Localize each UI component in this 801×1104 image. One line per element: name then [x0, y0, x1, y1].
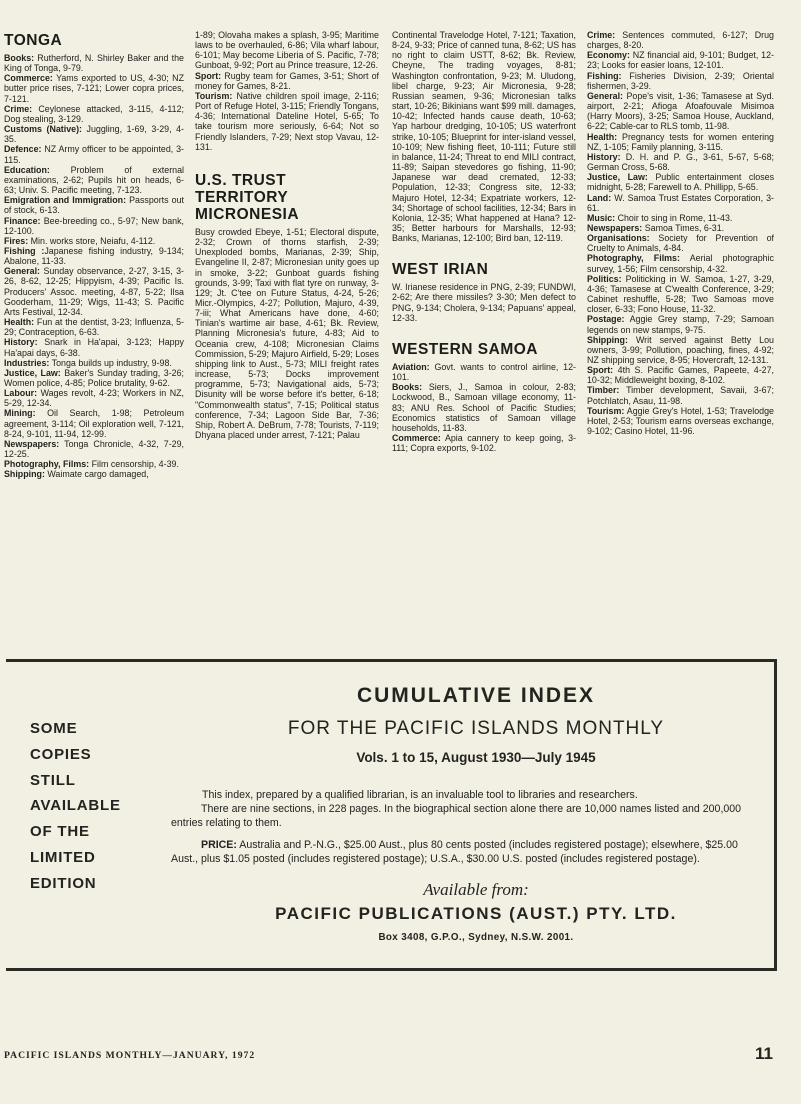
index-entry [4, 195, 184, 215]
page-number: 11 [755, 1044, 773, 1063]
ad-publisher: PACIFIC PUBLICATIONS (AUST.) PTY. LTD. [275, 904, 677, 923]
section-spacer [195, 152, 379, 172]
index-entry [392, 433, 576, 453]
index-entry [4, 358, 184, 368]
entry-label: Education: [4, 164, 50, 175]
index-entry [587, 385, 774, 405]
ad-subtitle: FOR THE PACIFIC ISLANDS MONTHLY [287, 718, 665, 739]
index-entry [4, 124, 184, 144]
entry-text: Govt. wants to control airline, 12-101. [392, 361, 576, 383]
index-entry [587, 193, 774, 213]
entry-label: Mining: [4, 408, 36, 419]
column-1 [4, 30, 184, 480]
index-entry [587, 406, 774, 436]
index-entry [4, 73, 184, 103]
entry-text: Rutherford, N. Shirley Baker and the King of Tonga, 9-79. [4, 53, 184, 74]
entry-label: Tourism: [587, 405, 625, 416]
entry-label: Photography, Films: [4, 459, 90, 470]
entry-text: Busy crowded Ebeye, 1-51; Electoral dispute, 2-32; Crown of thorns starfish, 2-39; Unexploded bombs, Marianas, 2-39; Ship, Evangeline II, 2-87; Micronesian unity goes up in smoke, 3-22; Gunboat guards fishing grounds, 3-99; Taxi with flat tyre on runway, 3-129; Jt. C'tee on Future Status, 4-24, 5-26; Micr.-Olympics, 4-27; Pollution, Majuro, 4-39, 7-iii; What Americans have done, 4-60; Tinian's wartime air base, 4-61; Bk. Review, Planning Micronesia's future, 4-83; Aid to Oceania crew, 4-108; Micronesian Claims Commission, 5-29; Majuro Airfield, 5-29; Loses shipping link to Aust., 5-73; MILI freight rates increase, 5-73; Docks improvement programme, 5-73; Navigational aids, 5-73; Disunity will be worse before it's better, 6-18; "Commonwealth status", 7-15; Political status conference, 7-34; Lagoon Side Bar, 7-36; Ship, Robert A. DeBrum, 7-78; Tourists, 7-119; Dhyana placed under arrest, 7-121; Palau [195, 226, 379, 440]
entry-label: Books: [392, 382, 423, 393]
index-entry [4, 104, 184, 124]
index-entry [587, 172, 774, 192]
entry-text: Fisheries Division, 2-39; Oriental fishermen, 3-29. [587, 70, 774, 91]
entry-label: Finance: [4, 215, 41, 226]
entry-label: Shipping: [4, 469, 45, 480]
entry-label: Fishing: [587, 70, 622, 81]
index-entry [4, 408, 184, 438]
entry-label: Newspapers: [4, 438, 60, 449]
ad-side-line: LIMITED [30, 848, 96, 866]
entry-label: History: [587, 151, 621, 162]
entry-label: Commerce: [392, 433, 441, 443]
entry-label: Crime: [587, 30, 616, 40]
ad-side-line: AVAILABLE [30, 797, 121, 815]
index-entry [4, 337, 184, 357]
entry-label: Timber: [587, 385, 620, 396]
index-entry [587, 30, 774, 50]
entry-text: Yams exported to US, 4-30; NZ butter price rises, 7-121; Lower copra prices, 7-121. [4, 73, 184, 104]
index-entry [195, 30, 379, 71]
ad-available-from: Available from: [423, 880, 529, 899]
column-3 [392, 30, 576, 453]
entry-label: Politics: [587, 273, 622, 284]
entry-label: General: [4, 266, 41, 277]
cumulative-index-advertisement [6, 659, 777, 971]
entry-label: Books: [4, 53, 35, 63]
entry-text: 1-89; Olovaha makes a splash, 3-95; Maritime laws to be overhauled, 6-86; Vila wharf labour, 6-101; May become Liberia of S. Pacific, 7-78; Gunboat, 9-92; Port au Prince treasure, 12-26. [195, 30, 379, 71]
entry-text: Native children spoil image, 2-116; Port of Refuge Hotel, 3-115; Friendly Tongans, 4-36; International Dateline Hotel, 5-65; To take tourism more seriously, 6-64; Not so Friendly Islanders, 7-29; Next stop Vavau, 12-131. [195, 90, 379, 152]
index-entry [4, 368, 184, 388]
entry-text: Bee-breeding co., 5-97; New bank, 12-100. [4, 215, 184, 236]
entry-label: Industries: [4, 357, 50, 368]
ad-side-line: COPIES [30, 745, 92, 763]
entry-text: Timber development, Savaii, 3-67; Potchlatch, Asau, 11-98. [587, 385, 774, 406]
index-entry [392, 282, 576, 323]
index-entry [587, 213, 774, 223]
ad-side-notice [30, 716, 160, 897]
entry-label: Shipping: [587, 334, 628, 345]
index-columns [0, 30, 801, 590]
index-entry [392, 362, 576, 382]
entry-label: Postage: [587, 314, 625, 325]
ad-side-line: SOME [30, 720, 78, 737]
entry-text: NZ Army officer to be appointed, 3-115. [4, 144, 184, 165]
entry-label: Sport: [195, 70, 222, 81]
ad-sections-text [171, 802, 765, 830]
section-heading: WESTERN SAMOA [392, 340, 538, 358]
entry-label: Sport: [587, 365, 614, 376]
index-entry [587, 314, 774, 334]
section-spacer [392, 243, 576, 261]
ad-price-text [171, 838, 765, 866]
entry-text: Film censorship, 4-39. [89, 459, 179, 470]
entry-text: Tonga Chronicle, 4-32, 7-29, 12-25. [4, 438, 184, 460]
ad-side-line: EDITION [30, 874, 97, 892]
entry-text: Problem of external examinations, 2-62; Pupils hit on heads, 6-63; Univ. S. Pacific meeting, 7-123. [4, 164, 184, 196]
index-entry [4, 165, 184, 195]
ad-price-label: PRICE: [201, 839, 237, 851]
index-entry [4, 216, 184, 236]
index-entry [4, 459, 184, 469]
entry-text: Aerial photographic survey, 1-56; Film censorship, 4-32. [587, 253, 774, 274]
entry-label: Organisations: [587, 233, 650, 244]
index-entry [587, 71, 774, 91]
entry-text: Rugby team for Games, 3-51; Short of money for Games, 8-21. [195, 70, 379, 91]
entry-text: Ceylonese attacked, 3-115, 4-112; Dog stealing, 3-129. [4, 103, 184, 124]
index-entry [4, 439, 184, 459]
entry-text: Min. works store, Neiafu, 4-112. [28, 235, 156, 246]
entry-text: Juggling, 1-69, 3-29, 4-35. [4, 124, 184, 145]
index-entry [587, 91, 774, 132]
index-entry [587, 335, 774, 365]
index-entry [4, 236, 184, 246]
entry-text: W. Irianese residence in PNG, 2-39; FUNDWI, 2-62; Are there missiles? 3-30; Men defect to PNG, 9-134; Cholera, 9-134; Papuans' appeal, 12-33. [392, 282, 576, 323]
index-entry [4, 266, 184, 317]
ad-title: CUMULATIVE INDEX [356, 684, 596, 707]
entry-text: Oil Search, 1-98; Petroleum agreement, 3-114; Oil exploration well, 7-121, 8-24, 9-101, 11-94, 12-99. [4, 408, 184, 439]
entry-text: 4th S. Pacific Games, Papeete, 4-27, 10-32; Middleweight boxing, 8-102. [587, 365, 774, 386]
index-entry [587, 132, 774, 152]
entry-text: Aggie Grey stamp, 7-29; Samoan legends on new stamps, 9-75. [587, 314, 774, 335]
index-entry [587, 274, 774, 315]
ad-address: Box 3408, G.P.O., Sydney, N.S.W. 2001. [378, 932, 574, 943]
entry-text: NZ financial aid, 9-101; Budget, 12-23; Looks for easier loans, 12-101. [587, 50, 774, 71]
entry-text: Passports out of stock, 6-13. [4, 195, 185, 216]
entry-text: D. H. and P. G., 3-61, 5-67, 5-68; German Cross, 5-68. [587, 151, 774, 173]
entry-text: Fun at the dentist, 3-23; Influenza, 5-29; Contraception, 6-63. [4, 317, 184, 338]
ad-price-body: Australia and P.-N.G., $25.00 Aust., plus 80 cents posted (includes registered postage); elsewhere, $25.00 Aust., plus $1.05 posted (includes registered postage); U.S.A., $30.00 U.S. posted (includes registered postage). [171, 839, 738, 865]
ad-side-line: OF THE [30, 823, 90, 841]
index-entry [392, 30, 576, 243]
entry-text: Wages revolt, 4-23; Workers in NZ, 5-29, 12-34. [4, 388, 184, 409]
entry-text: Baker's Sunday trading, 3-26; Women police, 4-85; Police brutality, 9-62. [4, 367, 184, 388]
section-heading: TONGA [4, 32, 63, 49]
entry-text: Sunday observance, 2-27, 3-15, 3-26, 8-62, 12-25; Hippyism, 4-39; Pacific Is. Producers' Assoc. meeting, 4-87, 5-22; Ilsa Gooderham, 11-29; Wigs, 11-43; S. Pacific Arts Festival, 12-34. [4, 266, 184, 317]
entry-label: Customs (Native): [4, 124, 82, 135]
ad-description: This index, prepared by a qualified librarian, is an invaluable tool to libraries and researchers. [202, 789, 638, 801]
column-4 [587, 30, 774, 436]
entry-label: Commerce: [4, 73, 53, 84]
entry-label: Fishing : [4, 245, 45, 256]
entry-text: Siers, J., Samoa in colour, 2-83; Lockwood, B., Samoan village economy, 11-83; ANU Res. School of Pacific Studies; Economics statistics of Samoan village households, 11-83. [392, 382, 576, 433]
index-entry [4, 388, 184, 408]
entry-label: Economy: [587, 50, 630, 61]
index-entry [4, 144, 184, 164]
index-entry [587, 365, 774, 385]
index-entry [587, 233, 774, 253]
index-entry [587, 50, 774, 70]
entry-label: Music: [587, 212, 616, 223]
entry-label: Health: [587, 131, 618, 142]
entry-text: Apia cannery to keep going, 3-111; Copra exports, 9-102. [392, 433, 576, 454]
index-entry [587, 152, 774, 172]
entry-label: Newspapers: [587, 222, 643, 233]
index-entry [4, 317, 184, 337]
entry-label: Land: [587, 192, 612, 203]
index-entry [587, 223, 774, 233]
index-entry [195, 71, 379, 91]
entry-label: Labour: [4, 388, 38, 399]
entry-text: Writ served against Betty Lou owners, 3-99; Pollution, poaching, fines, 4-92; NZ shipping service, 8-95; Hovercraft, 12-131. [587, 334, 774, 365]
entry-label: Health: [4, 317, 35, 328]
entry-label: History: [4, 337, 38, 348]
ad-volumes: Vols. 1 to 15, August 1930—July 1945 [356, 750, 596, 765]
entry-text: Society for Prevention of Cruelty to Animals, 4-84. [587, 233, 774, 254]
entry-label: Fires: [4, 235, 29, 246]
running-footer: PACIFIC ISLANDS MONTHLY—JANUARY, 1972 [4, 1050, 256, 1061]
entry-text: Samoa Times, 6-31. [642, 222, 725, 233]
ad-side-line: STILL [30, 771, 76, 789]
entry-label: Aviation: [392, 361, 430, 372]
entry-label: General: [587, 90, 624, 101]
entry-label: Defence: [4, 144, 42, 155]
index-entry [4, 53, 184, 73]
section-spacer [392, 323, 576, 341]
section-heading: U.S. TRUST TERRITORY MICRONESIA [195, 171, 300, 223]
section-heading: WEST IRIAN [392, 261, 489, 279]
entry-text: Aggie Grey's Hotel, 1-53; Travelodge Hotel, 2-53; Tourism earns overseas exchange, 9-102; Casino Hotel, 11-96. [587, 405, 774, 437]
entry-label: Emigration and Immigration: [4, 195, 127, 206]
entry-text: Japanese fishing industry, 9-134; Abalone, 11-33. [4, 245, 184, 267]
entry-text: Sentences commuted, 6-127; Drug charges, 8-20. [587, 30, 774, 51]
index-entry [4, 469, 184, 479]
entry-text: Waimate cargo damaged, [44, 469, 149, 480]
index-entry [195, 227, 379, 440]
entry-text: Public entertainment closes midnight, 5-28; Farewell to A. Phillipp, 5-65. [587, 172, 775, 193]
entry-text: Pregnancy tests for women entering NZ, 1-105; Family planning, 3-115. [587, 131, 774, 152]
entry-text: Tonga builds up industry, 9-98. [49, 357, 172, 368]
entry-text: Pope's visit, 1-36; Tamasese at Syd. airport, 2-21; Afioga Afoafouvale Misimoa (Harry Moors), 3-25; Samoa House, Auckland, 6-22; Cable-car to RLS tomb, 11-98. [587, 90, 774, 132]
index-entry [392, 382, 576, 433]
entry-text: Choir to sing in Rome, 11-43. [615, 212, 733, 223]
entry-label: Photography, Films: [587, 253, 680, 264]
index-entry [587, 253, 774, 273]
entry-text: Snark in Ha'apai, 3-123; Happy Ha'apai days, 6-38. [4, 337, 184, 358]
index-entry [195, 91, 379, 152]
entry-text: W. Samoa Trust Estates Corporation, 3-61. [587, 192, 774, 213]
ad-sections-body: There are nine sections, in 228 pages. In the biographical section alone there are 10,000 names listed and 200,000 entries relating to them. [171, 803, 742, 829]
entry-label: Crime: [4, 103, 33, 114]
entry-text: Politicking in W. Samoa, 1-27, 3-29, 4-36; Tamasese at C'wealth Conference, 3-29; Cabinet reshuffle, 5-28; Two Samoas move closer, 6-33; Fono House, 11-32. [587, 273, 774, 315]
index-entry [4, 246, 184, 266]
entry-label: Justice, Law: [4, 367, 61, 378]
entry-label: Justice, Law: [587, 172, 648, 183]
entry-label: Tourism: [195, 90, 233, 101]
column-2 [195, 30, 379, 440]
entry-text: Continental Travelodge Hotel, 7-121; Taxation, 8-24, 9-33; Price of canned tuna, 8-62; US has no right to claim USTT, 8-62; Bk. Review, Cheyne, The trading voyages, 8-81; Washington confrontation, 9-23; M. Uludong, libel charge, 9-23; Air Micronesia, 9-28; Russian seamen, 9-36; Micronesian talks start, 10-26; Bikinians want $99 mill. damages, 10-42; Infected hands cause death, 10-63; Yap harbour dredging, 10-105; US waterfront strike, 10-105; Blueprint for inter-island vessel, 10-109; New fishing fleet, 10-111; Future still in balance, 11-24; Threat to end MILI contract, 11-89; Saipan stevedores go fishing, 11-90; Japanese war dead cremated, 12-33; Population, 12-33; Congress site, 12-33; Majuro Hotel, 12-34; Expatriate workers, 12-34; Shortage of school facilities, 12-34; Bars in Kolonia, 12-35; What happened at Hana? 12-35; Better harbours for Marshalls, 12-93; Banks, Marianas, 12-100; Bird ban, 12-119. [392, 30, 576, 244]
